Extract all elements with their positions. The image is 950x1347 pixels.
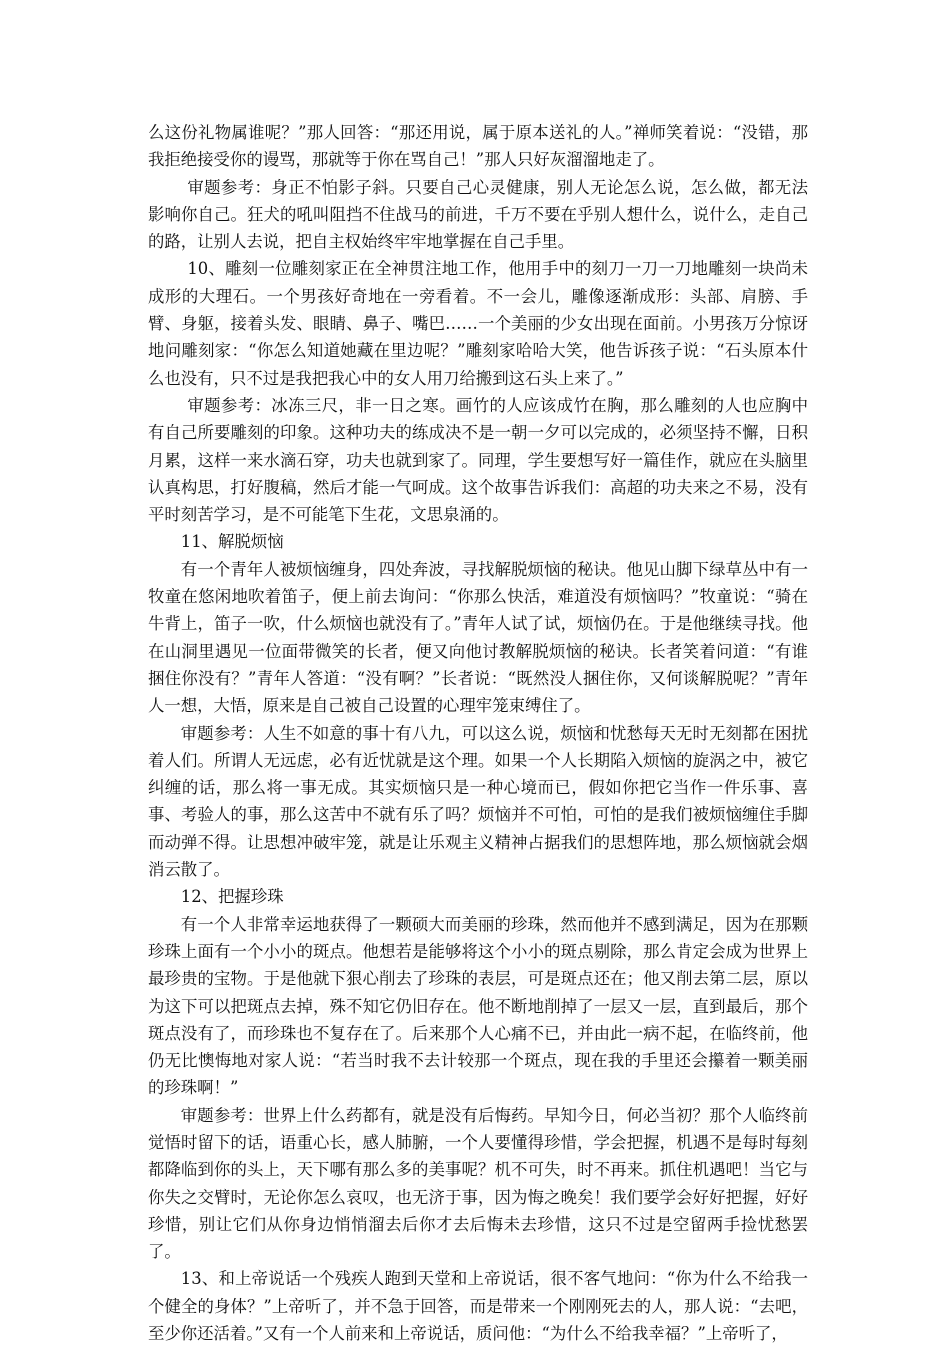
document-body xyxy=(148,119,808,1347)
paragraph-commentary: 审题参考：冰冻三尺，非一日之寒。画竹的人应该成竹在胸，那么雕刻的人也应胸中有自己所要雕刻的印象。这种功夫的练成决不是一朝一夕可以完成的，必须坚持不懈，日积月累，这样一来水滴石穿，功夫也就到家了。同理，学生要想写好一篇佳作，就应在头脑里认真构思，打好腹稿，然后才能一气呵成。这个故事告诉我们：高超的功夫来之不易，没有平时刻苦学习，是不可能笔下生花，文思泉涌的。 xyxy=(148,395,808,525)
paragraph-story-13: 13、和上帝说话一个残疾人跑到天堂和上帝说话，很不客气地问：“你为什么不给我一个健全的身体？”上帝听了，并不急于回答，而是带来一个刚刚死去的人，那人说：“去吧，至少你还活着。”又有一个人前来和上帝说话，质问他：“为什么不给我幸福？”上帝听了， xyxy=(148,1269,808,1344)
paragraph-story-10: 10、雕刻一位雕刻家正在全神贯注地工作，他用手中的刻刀一刀一刀地雕刻一块尚未成形的大理石。一个男孩好奇地在一旁看着。不一会儿，雕像逐渐成形：头部、肩膀、手臂、身躯，接着头发、眼睛、鼻子、嘴巴……一个美丽的少女出现在面前。小男孩万分惊讶地问雕刻家：“你怎么知道她藏在里边呢？”雕刻家哈哈大笑，他告诉孩子说：“石头原本什么也没有，只不过是我把我心中的女人用刀给搬到这石头上来了。” xyxy=(148,259,808,388)
paragraph-commentary: 审题参考：身正不怕影子斜。只要自己心灵健康，别人无论怎么说，怎么做，都无法影响你自己。狂犬的吼叫阻挡不住战马的前进，千万不要在乎别人想什么，说什么，走自己的路，让别人去说，把自主权始终牢牢地掌握在自己手里。 xyxy=(148,177,808,252)
paragraph-commentary: 审题参考：人生不如意的事十有八九，可以这么说，烦恼和忧愁每天无时无刻都在困扰着人们。所谓人无远虑，必有近忧就是这个理。如果一个人长期陷入烦恼的旋涡之中，被它纠缠的话，那么将一事无成。其实烦恼只是一种心境而已，假如你把它当作一件乐事、喜事、考验人的事，那么这苦中不就有乐了吗？烦恼并不可怕，可怕的是我们被烦恼缠住手脚而动弹不得。让思想冲破牢笼，就是让乐观主义精神占据我们的思想阵地，那么烦恼就会烟消云散了。 xyxy=(148,723,808,880)
paragraph-continuation: 么这份礼物属谁呢？”那人回答：“那还用说，属于原本送礼的人。”禅师笑着说：“没错，那我拒绝接受你的谩骂，那就等于你在骂自己！”那人只好灰溜溜地走了。 xyxy=(148,123,808,170)
paragraph-story-12: 有一个人非常幸运地获得了一颗硕大而美丽的珍珠，然而他并不感到满足，因为在那颗珍珠上面有一个小小的斑点。他想若是能够将这个小小的斑点剔除，那么肯定会成为世界上最珍贵的宝物。于是他就下狠心削去了珍珠的表层，可是斑点还在；他又削去第二层，原以为这下可以把斑点去掉，殊不知它仍旧存在。他不断地削掉了一层又一层，直到最后，那个斑点没有了，而珍珠也不复存在了。后来那个人心痛不已，并由此一病不起，在临终前，他仍无比懊悔地对家人说：“若当时我不去计较那一个斑点，现在我的手里还会攥着一颗美丽的珍珠啊！” xyxy=(148,914,808,1098)
section-title-11: 11、解脱烦恼 xyxy=(180,532,284,552)
paragraph-story-11: 有一个青年人被烦恼缠身，四处奔波，寻找解脱烦恼的秘诀。他见山脚下绿草丛中有一牧童在悠闲地吹着笛子，便上前去询问：“你那么快活，难道没有烦恼吗？”牧童说：“骑在牛背上，笛子一吹，什么烦恼也就没有了。”青年人试了试，烦恼仍在。于是他继续寻找。他在山洞里遇见一位面带微笑的长者，便又向他讨教解脱烦恼的秘诀。长者笑着问道：“有谁捆住你没有？”青年人答道：“没有啊？”长者说：“既然没人捆住你，又何谈解脱呢？”青年人一想，大悟，原来是自己被自己设置的心理牢笼束缚住了。 xyxy=(148,559,808,716)
paragraph-commentary: 审题参考：世界上什么药都有，就是没有后悔药。早知今日，何必当初？那个人临终前觉悟时留下的话，语重心长，感人肺腑，一个人要懂得珍惜，学会把握，机遇不是每时每刻都降临到你的头上，天下哪有那么多的美事呢？机不可失，时不再来。抓住机遇吧！当它与你失之交臂时，无论你怎么哀叹，也无济于事，因为悔之晚矣！我们要学会好好把握，好好珍惜，别让它们从你身边悄悄溜去后你才去后悔未去珍惜，这只不过是空留两手捡忧愁罢了。 xyxy=(148,1105,808,1262)
section-title-12: 12、把握珍珠 xyxy=(180,887,284,907)
